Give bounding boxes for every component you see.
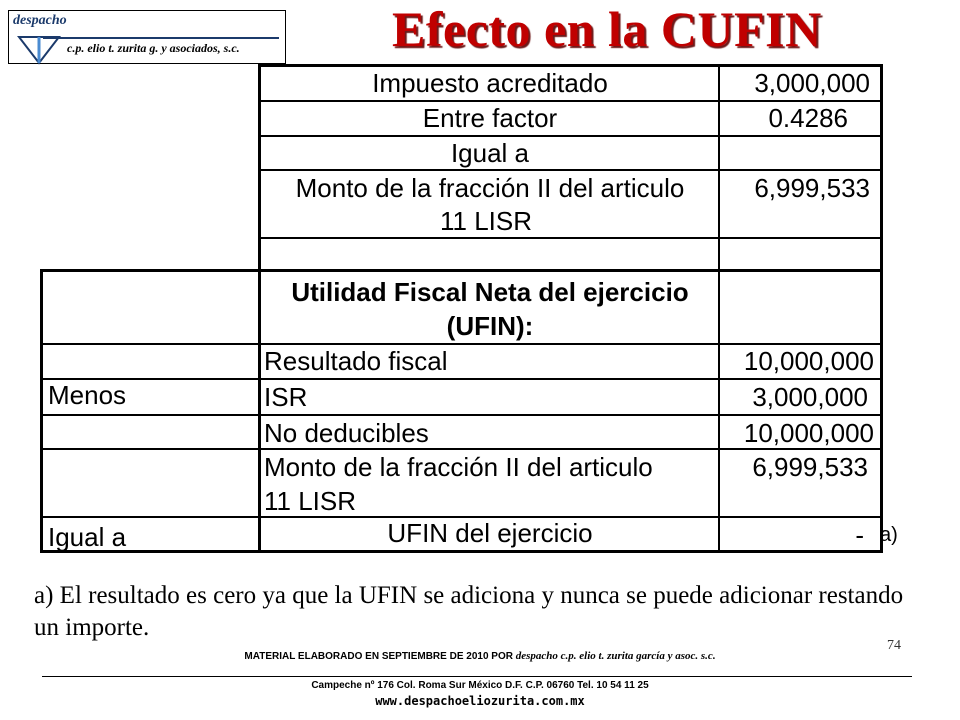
row-isr-value: 3,000,000: [752, 382, 868, 412]
row-resultado-label: Resultado fiscal: [264, 346, 448, 376]
row-ufin-value: -: [855, 520, 864, 550]
footer-credit-prefix: MATERIAL ELABORADO EN SEPTIEMBRE DE 2010 POR: [244, 651, 513, 662]
row-factor-value: 0.4286: [768, 103, 848, 133]
page-number: 74: [887, 638, 901, 653]
row-nodeducibles-label: No deducibles: [264, 418, 429, 448]
firm-logo: [8, 10, 286, 64]
row-monto-value: 6,999,533: [754, 173, 870, 203]
logo-firm-name: c.p. elio t. zurita g. y asociados, s.c.: [67, 41, 240, 55]
row-impuesto-value: 3,000,000: [754, 68, 870, 98]
footer-credit-firm: despacho c.p. elio t. zurita garcía y asoc. s.c.: [515, 650, 716, 662]
footer-address: Campeche nº 176 Col. Roma Sur México D.F. C.P. 06760 Tel. 10 54 11 25: [311, 680, 649, 691]
row-monto2-value: 6,999,533: [752, 452, 868, 482]
row-menos-left: Menos: [48, 380, 127, 410]
row-monto2-label-2: 11 LISR: [264, 486, 357, 516]
row-ufin-label: UFIN del ejercicio: [387, 518, 593, 548]
row-igual-label: Igual a: [450, 138, 530, 168]
footer-divider: [42, 676, 912, 677]
footer-website: www.despachoeliozurita.com.mx: [375, 694, 585, 708]
slide-title: Efecto en la CUFIN: [392, 1, 822, 57]
ufin-heading-2: (UFIN):: [446, 311, 534, 341]
row-impuesto-label: Impuesto acreditado: [372, 68, 608, 98]
logo-brand: despacho: [13, 13, 67, 28]
row-nodeducibles-value: 10,000,000: [743, 418, 874, 448]
row-factor-label: Entre factor: [422, 103, 558, 133]
logo-mark-icon: [17, 29, 61, 65]
row-resultado-value: 10,000,000: [743, 346, 874, 376]
row-isr-label: ISR: [264, 382, 308, 412]
row-monto-label-2: 11 LISR: [440, 206, 533, 236]
ufin-heading: Utilidad Fiscal Neta del ejercicio: [291, 277, 689, 307]
row-igual2-left: Igual a: [48, 522, 127, 552]
logo-rule: [43, 37, 279, 39]
footnote-text: a) El resultado es cero ya que la UFIN se adiciona y nunca se puede adicionar restando un importe.: [34, 582, 904, 641]
note-marker: a): [880, 524, 898, 546]
row-monto-label: Monto de la fracción II del articulo: [295, 173, 685, 203]
footer-credit: [0, 650, 960, 662]
row-monto2-label: Monto de la fracción II del articulo: [264, 452, 653, 482]
